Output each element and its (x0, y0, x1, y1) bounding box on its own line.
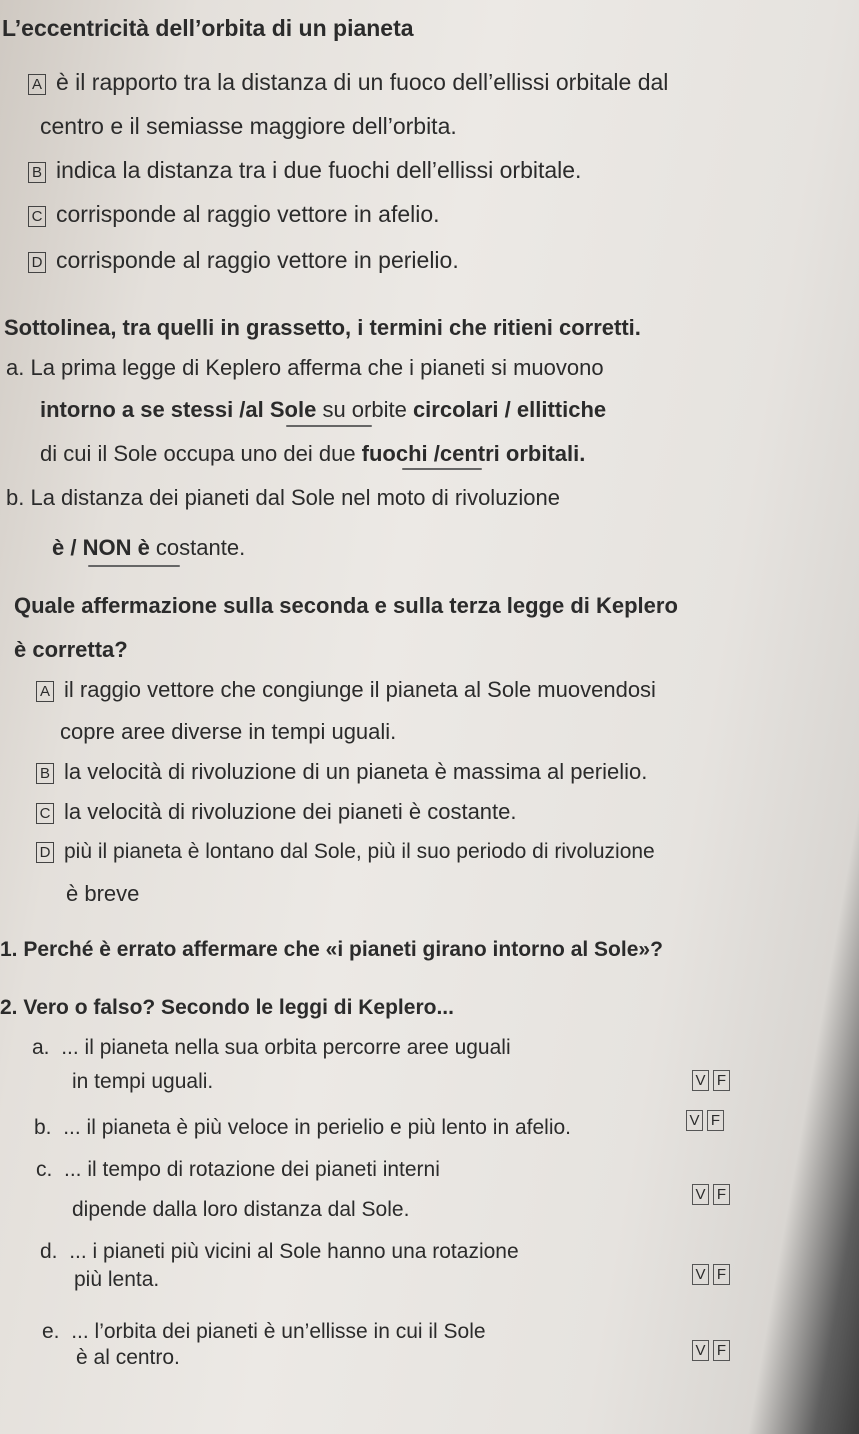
question-number: 2. (0, 996, 18, 1019)
section2-a-line3 (40, 440, 585, 468)
choice-orbit-shape[interactable]: circolari / ellittiche (412, 397, 607, 422)
choice-foci-centers[interactable]: fuochi /centri orbitali. (361, 441, 586, 466)
section1-option-a[interactable] (28, 68, 668, 96)
vf-item-e (42, 1318, 486, 1346)
underline-mark (88, 565, 180, 567)
underline-mark (286, 425, 372, 427)
item-letter: b. (34, 1116, 52, 1139)
vf-item-c (36, 1156, 440, 1184)
option-text: la velocità di rivoluzione di un pianeta è massima al perielio. (64, 759, 648, 784)
vf-boxes-e (692, 1340, 734, 1361)
plain-text: di cui il Sole occupa uno dei due (40, 441, 362, 466)
section1-title: L’eccentricità dell’orbita di un pianeta (2, 15, 414, 41)
question-text: Perché è errato affermare che «i pianeti girano intorno al Sole»? (23, 938, 663, 961)
item-letter: e. (42, 1320, 60, 1343)
vf-item-d (40, 1238, 519, 1266)
item-letter: a. (32, 1036, 50, 1059)
section1-option-b[interactable] (28, 156, 581, 184)
underline-mark (402, 468, 482, 470)
option-text: più il pianeta è lontano dal Sole, più il suo periodo di rivoluzione (64, 840, 655, 863)
section3-option-d-cont: è breve (66, 881, 140, 906)
section3-title-line1: Quale affermazione sulla seconda e sulla terza legge di Keplero (14, 593, 678, 618)
true-box[interactable]: V (692, 1184, 709, 1205)
option-letter-box: D (28, 252, 46, 273)
vf-item-a (32, 1034, 511, 1062)
option-letter-box: A (28, 74, 46, 95)
false-box[interactable]: F (713, 1184, 730, 1205)
true-box[interactable]: V (692, 1340, 709, 1361)
question-number: 1. (0, 938, 18, 961)
false-box[interactable]: F (713, 1070, 730, 1091)
true-box[interactable]: V (692, 1070, 709, 1091)
section2-title: Sottolinea, tra quelli in grassetto, i termini che ritieni corretti. (4, 315, 641, 340)
choice-planet-motion[interactable]: intorno a se stessi /al Sole (40, 397, 317, 422)
section1-option-d[interactable] (28, 246, 459, 274)
section1-option-c[interactable] (28, 200, 440, 228)
vf-boxes-c (692, 1184, 734, 1205)
section3-option-d[interactable] (36, 838, 655, 866)
option-text: corrisponde al raggio vettore in afelio. (56, 201, 440, 227)
question-text: Vero o falso? Secondo le leggi di Keplero... (23, 996, 454, 1019)
choice-constant[interactable]: è / NON è (52, 535, 150, 560)
section2-a-line2 (40, 396, 606, 424)
vf-boxes-b (686, 1110, 728, 1131)
section3-option-a-cont: copre aree diverse in tempi uguali. (60, 719, 397, 744)
section2-b-line2 (52, 534, 245, 562)
section3-option-b[interactable] (36, 758, 647, 786)
option-letter-box: D (36, 842, 54, 863)
vf-item-e-cont: è al centro. (76, 1346, 180, 1369)
false-box[interactable]: F (707, 1110, 724, 1131)
option-letter-box: B (36, 763, 54, 784)
option-text: la velocità di rivoluzione dei pianeti è costante. (64, 799, 517, 824)
section3-option-c[interactable] (36, 798, 517, 826)
item-letter: c. (36, 1158, 53, 1181)
option-text: indica la distanza tra i due fuochi dell’ellissi orbitale. (56, 157, 582, 183)
false-box[interactable]: F (713, 1264, 730, 1285)
section1-option-a-cont: centro e il semiasse maggiore dell’orbita. (40, 113, 457, 139)
section3-title-line2: è corretta? (14, 637, 128, 662)
option-text: è il rapporto tra la distanza di un fuoco dell’ellissi orbitale dal (56, 69, 669, 95)
section2-b-line1: b. La distanza dei pianeti dal Sole nel moto di rivoluzione (6, 485, 561, 510)
item-text: ... i pianeti più vicini al Sole hanno una rotazione (69, 1240, 519, 1263)
section3-option-a[interactable] (36, 676, 656, 704)
option-letter-box: C (28, 206, 46, 227)
item-text: ... il pianeta è più veloce in perielio e più lento in afelio. (63, 1116, 572, 1139)
question-2 (0, 994, 454, 1022)
question-1 (0, 936, 663, 964)
false-box[interactable]: F (713, 1340, 730, 1361)
true-box[interactable]: V (692, 1264, 709, 1285)
option-letter-box: A (36, 681, 54, 702)
vf-item-b (34, 1114, 571, 1142)
item-letter: d. (40, 1240, 58, 1263)
option-text: corrisponde al raggio vettore in perielio. (56, 247, 459, 273)
true-box[interactable]: V (686, 1110, 703, 1131)
option-letter-box: B (28, 162, 46, 183)
vf-item-a-cont: in tempi uguali. (72, 1070, 214, 1093)
plain-text: su orbite (316, 397, 413, 422)
section2-a-line1: a. La prima legge di Keplero afferma che i pianeti si muovono (6, 355, 604, 380)
vf-item-d-cont: più lenta. (74, 1268, 160, 1291)
item-text: ... il pianeta nella sua orbita percorre aree uguali (61, 1036, 511, 1059)
item-text: ... l’orbita dei pianeti è un’ellisse in cui il Sole (71, 1320, 486, 1343)
vf-boxes-a (692, 1070, 734, 1091)
vf-item-c-cont: dipende dalla loro distanza dal Sole. (72, 1198, 410, 1221)
option-text: il raggio vettore che congiunge il pianeta al Sole muovendosi (64, 677, 656, 702)
option-letter-box: C (36, 803, 54, 824)
vf-boxes-d (692, 1264, 734, 1285)
item-text: ... il tempo di rotazione dei pianeti interni (64, 1158, 440, 1181)
plain-text: costante. (149, 535, 246, 560)
